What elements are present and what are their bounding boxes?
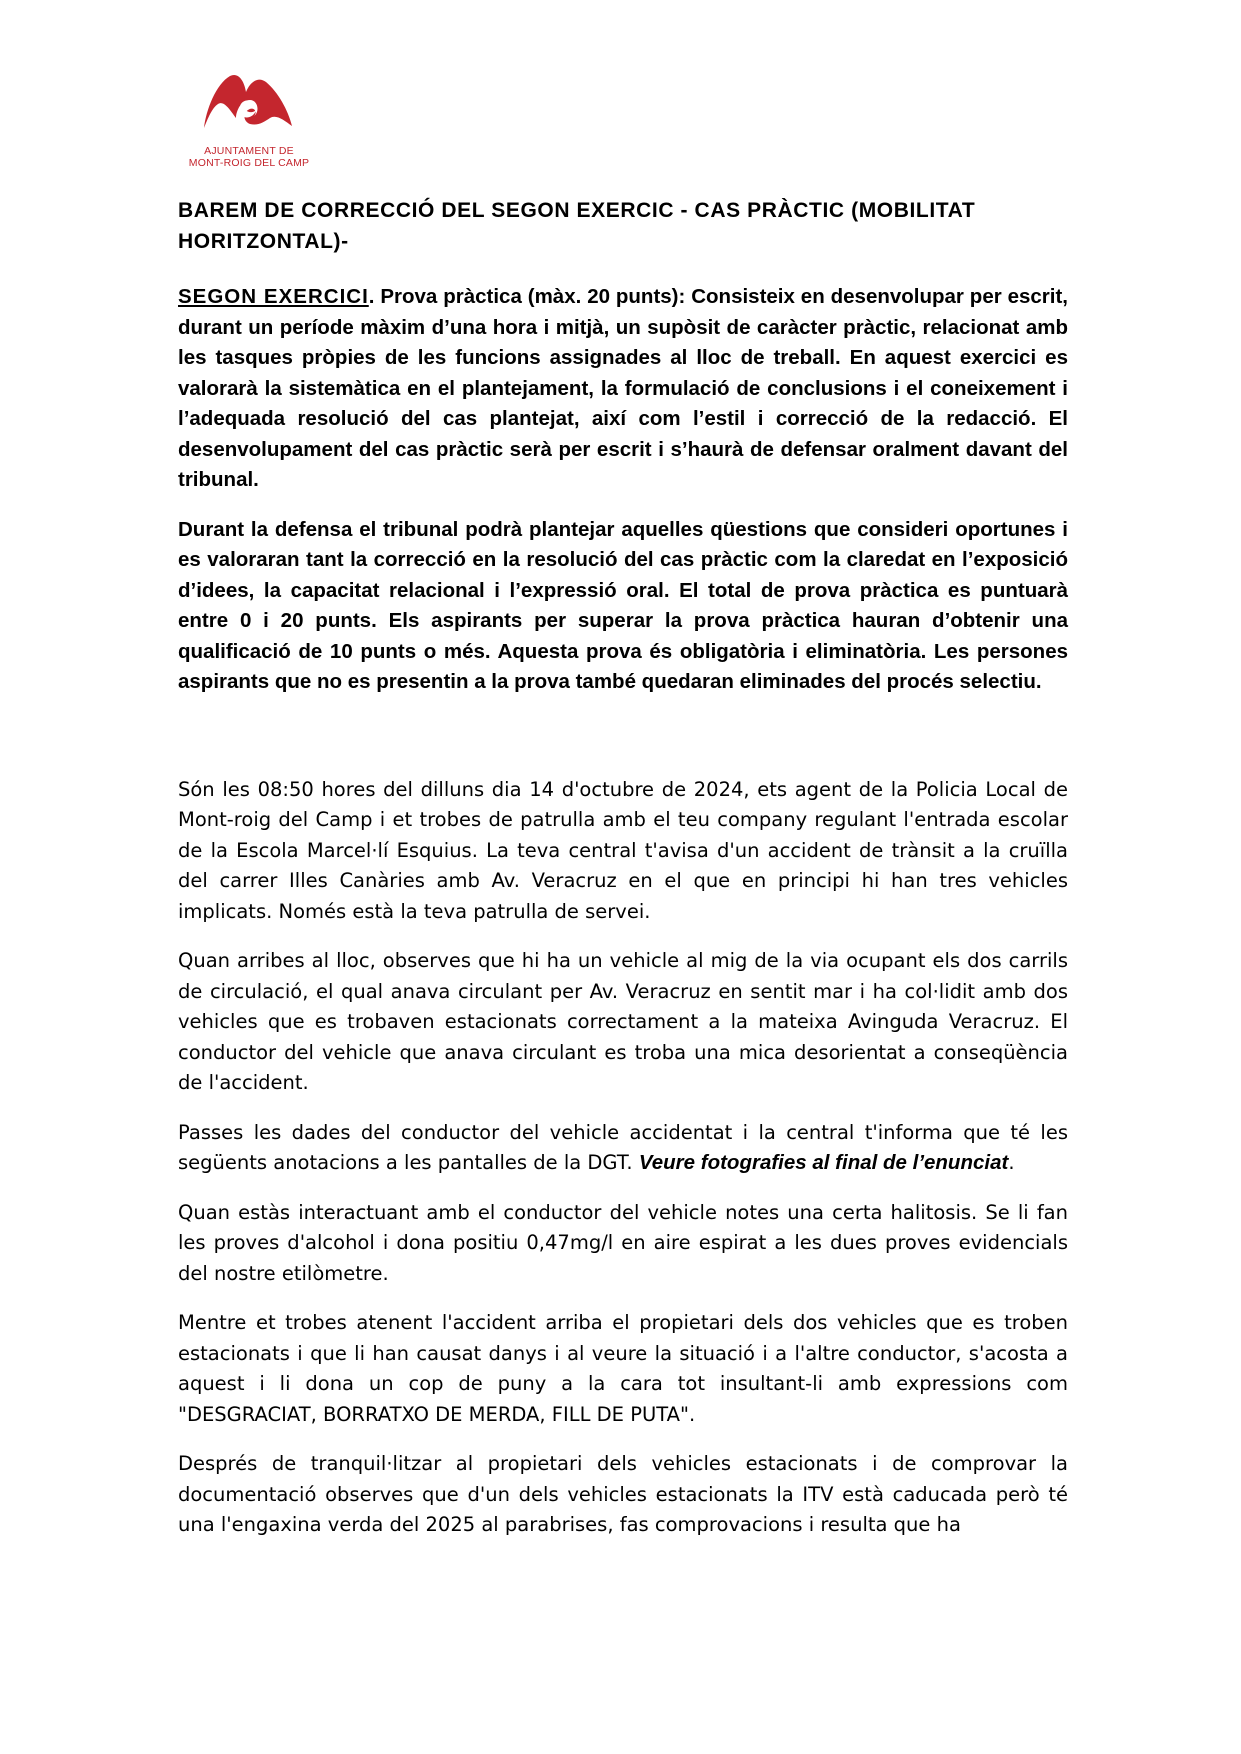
case-paragraph-3-text: Passes les dades del conductor del vehicle accidentat i la central t'informa que té les següents anotacions a les pantalles de la DGT. [178, 1120, 1068, 1174]
exercise-label: SEGON EXERCICI [178, 285, 369, 308]
defense-paragraph: Durant la defensa el tribunal podrà plantejar aquelles qüestions que consideri oportunes i es valoraran tant la correcció en la resolució del cas pràctic com la claredat en l’exposició d’idees, la capacitat relacional i l’expressió oral. El total de prova pràctica es puntuarà entre 0 i 20 punts. Els aspirants per superar la prova pràctica hauran d’obtenir una qualificació de 10 punts o més. Aquesta prova és obligatòria i eliminatòria. Les persones aspirants que no es presentin a la prova també quedaran eliminades del procés selectiu. [178, 517, 1068, 693]
exercise-description [178, 282, 1068, 496]
case-paragraph-3 [178, 1118, 1068, 1179]
logo-text [178, 145, 320, 169]
logo-line-1: AJUNTAMENT DE [204, 145, 294, 157]
exercise-text: . Prova pràctica (màx. 20 punts): Consisteix en desenvolupar per escrit, durant un període màxim d’una hora i mitjà, un supòsit de caràcter pràctic, relacionat amb les tasques pròpies de les funcions assignades al lloc de treball. En aquest exercici es valorarà la sistemàtica en el plantejament, la formulació de conclusions i el coneixement i l’adequada resolució del cas plantejat, així com l’estil i correcció de la redacció. El desenvolupament del cas pràctic serà per escrit i s’haurà de defensar oralment davant del tribunal. [178, 285, 1068, 491]
case-paragraph-1: Són les 08:50 hores del dilluns dia 14 d'octubre de 2024, ets agent de la Policia Local de Mont-roig del Camp i et trobes de patrulla amb el teu company regulant l'entrada escolar de la Escola Marcel·lí Esquius. La teva central t'avisa d'un accident de trànsit a la cruïlla del carrer Illes Canàries amb Av. Veracruz en el que en principi hi han tres vehicles implicats. Només està la teva patrulla de servei. [178, 777, 1068, 923]
logo-line-2: MONT-ROIG DEL CAMP [188, 157, 310, 169]
case-paragraph-6: Després de tranquil·litzar al propietari dels vehicles estacionats i de comprovar la documentació observes que d'un dels vehicles estacionats la ITV està caducada però té una l'engaxina verda del 2025 al parabrises, fas comprovacions i resulta que ha [178, 1452, 1068, 1536]
document-body [178, 195, 1068, 1541]
municipality-logo [178, 70, 318, 175]
photos-reference: Veure fotografies al final de l’enunciat [638, 1151, 1009, 1174]
case-paragraph-2: Quan arribes al lloc, observes que hi ha un vehicle al mig de la via ocupant els dos carrils de circulació, el qual anava circulant per Av. Veracruz en sentit mar i ha col·lidit amb dos vehicles que es trobaven estacionats correctament a la mateixa Avinguda Veracruz. El conductor del vehicle que anava circulant es troba una mica desorientat a conseqüència de l'accident. [178, 949, 1068, 1094]
case-paragraph-4: Quan estàs interactuant amb el conductor del vehicle notes una certa halitosis. Se li fan les proves d'alcohol i dona positiu 0,47mg/l en aire espirat a les dues proves evidencials del nostre etilòmetre. [178, 1200, 1068, 1285]
case-paragraph-3-end: . [1008, 1151, 1015, 1174]
case-paragraph-5: Mentre et trobes atenent l'accident arriba el propietari dels dos vehicles que es troben estacionats i que li han causat danys i al veure la situació i a l'altre conductor, s'acosta a aquest i li dona un cop de puny a la cara tot insultant-li amb expressions com "DESGRACIAT, BORRATXO DE MERDA, FILL DE PUTA". [178, 1311, 1068, 1426]
logo-mark-icon [200, 70, 296, 132]
document-title: BAREM DE CORRECCIÓ DEL SEGON EXERCIC - CAS PRÀCTIC (MOBILITAT HORITZONTAL)- [178, 199, 976, 253]
